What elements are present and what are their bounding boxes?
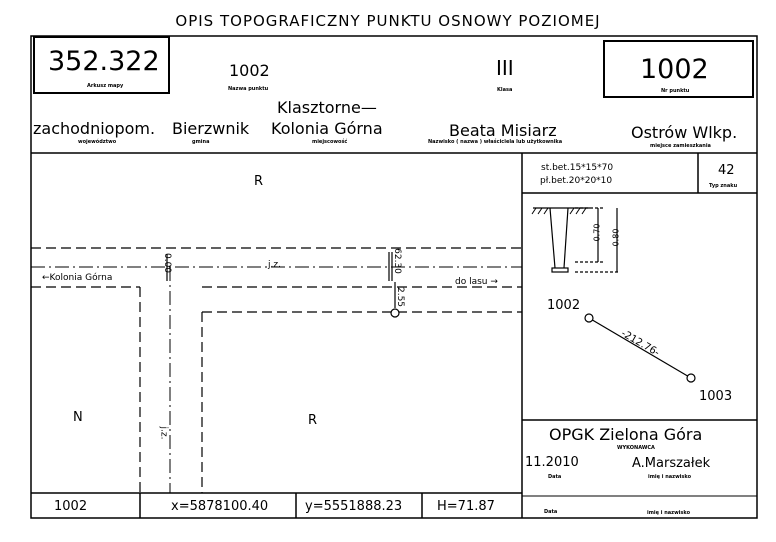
arkusz-label: Arkusz mapy bbox=[87, 83, 124, 89]
point-1002-marker bbox=[585, 314, 593, 322]
document-title: OPIS TOPOGRAFICZNY PUNKTU OSNOWY POZIOMEJ bbox=[175, 12, 601, 30]
map-label-r-top: R bbox=[254, 174, 264, 189]
wojewodztwo-value: zachodniopom. bbox=[33, 119, 156, 138]
person-label-2: imię i nazwisko bbox=[647, 510, 691, 516]
date-value: 11.2010 bbox=[525, 455, 579, 470]
sign-line2: pł.bet.20*20*10 bbox=[540, 176, 613, 186]
link-distance: -212.76- bbox=[619, 328, 662, 359]
sign-type-value: 42 bbox=[718, 163, 735, 178]
distance-2-55: 2.55 bbox=[395, 286, 406, 308]
map-label-kolonia: ←Kolonia Górna bbox=[42, 273, 113, 283]
gmina-label: gmina bbox=[192, 139, 210, 145]
wykonawca-label: WYKONAWCA bbox=[617, 445, 655, 451]
nazwa-label: Nazwa punktu bbox=[228, 86, 269, 92]
from-point-label: 1002 bbox=[547, 298, 581, 313]
map-label-do-lasu: do lasu → bbox=[455, 277, 498, 287]
date-label-2: Data bbox=[544, 509, 558, 515]
survey-point-marker bbox=[391, 309, 399, 317]
dim-070: 0.70 bbox=[592, 223, 602, 242]
miejscowosc-line2: Kolonia Górna bbox=[271, 119, 383, 138]
contractor-name: OPGK Zielona Góra bbox=[549, 425, 703, 444]
klasa-label: Klasa bbox=[497, 87, 513, 93]
map-label-jz-horizontal: j.z. bbox=[268, 260, 281, 270]
map-label-n: N bbox=[73, 410, 83, 425]
coord-h: H=71.87 bbox=[437, 499, 495, 514]
coord-y: y=5551888.23 bbox=[305, 499, 403, 514]
gmina-value: Bierzwnik bbox=[172, 119, 250, 138]
person-label: imię i nazwisko bbox=[648, 474, 692, 480]
point-1003-marker bbox=[687, 374, 695, 382]
to-point-label: 1003 bbox=[699, 389, 733, 404]
arkusz-value: 352.322 bbox=[48, 46, 160, 77]
dim-080: 0.80 bbox=[611, 228, 621, 247]
nr-punktu-label: Nr punktu bbox=[661, 88, 690, 94]
nr-punktu-value: 1002 bbox=[640, 54, 709, 85]
coord-point-name: 1002 bbox=[54, 499, 88, 514]
klasa-value: III bbox=[496, 56, 514, 80]
distance-62-30: 62.30 bbox=[391, 248, 402, 274]
miejscowosc-label: miejscowość bbox=[312, 139, 348, 145]
distance-0: 0.00 bbox=[162, 252, 173, 274]
wojewodztwo-label: województwo bbox=[78, 139, 117, 145]
wlasciciel-value: Beata Misiarz bbox=[449, 121, 557, 140]
date-label: Data bbox=[548, 474, 562, 480]
map-label-r-bottom: R bbox=[308, 413, 318, 428]
map-label-jz-vertical: j.z. bbox=[158, 426, 169, 440]
person-value: A.Marszałek bbox=[632, 456, 711, 471]
zamieszkania-value: Ostrów Wlkp. bbox=[631, 123, 738, 142]
sign-type-label: Typ znaku bbox=[709, 183, 738, 189]
wlasciciel-label: Nazwisko ( nazwa ) właściciela lub użytkownika bbox=[428, 139, 563, 145]
coord-x: x=5878100.40 bbox=[171, 499, 269, 514]
zamieszkania-label: miejsce zamieszkania bbox=[650, 143, 711, 149]
nazwa-value: 1002 bbox=[229, 61, 270, 80]
miejscowosc-line1: Klasztorne— bbox=[277, 98, 377, 117]
sign-line1: st.bet.15*15*70 bbox=[541, 163, 614, 173]
